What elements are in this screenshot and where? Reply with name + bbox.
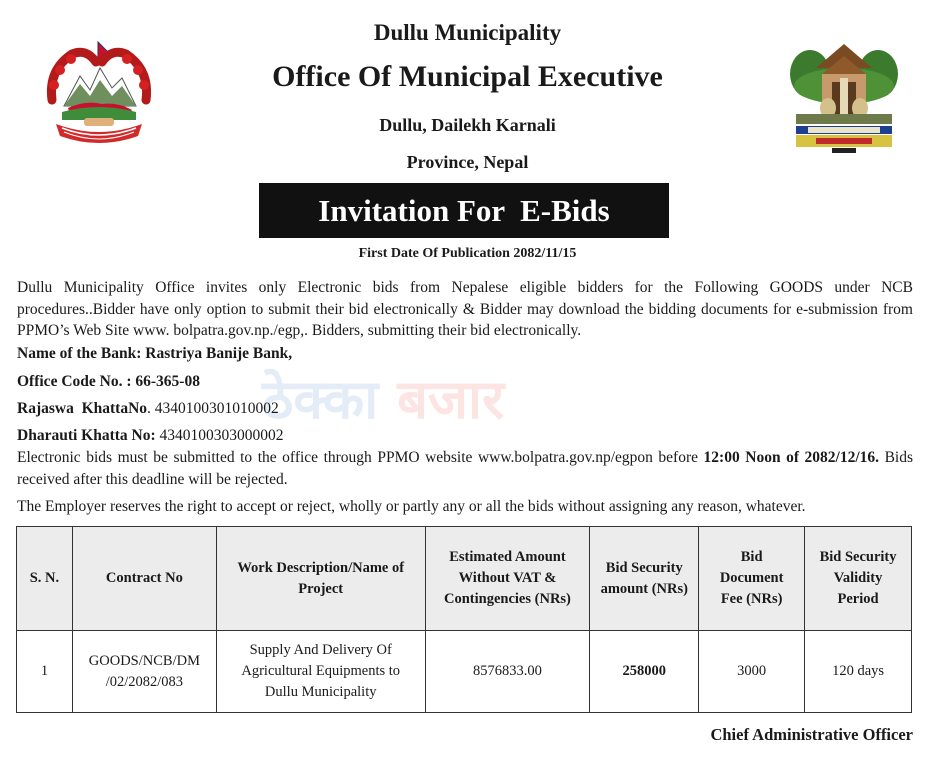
office-code-line: Office Code No. : 66-365-08 [17,373,200,390]
bank-name-line: Name of the Bank: Rastriya Banije Bank, [17,345,293,362]
intro-paragraph: Dullu Municipality Office invites only Electronic bids from Nepalese eligible bidders for the Following GOODS under NCB procedures..Bidder have only option to submit their bid electronically & Bidder may download the bidding documents for e-submission from PPMO’s Web Site www. bolpatra.gov.np./egp,. Bidders, submitting their bid electronically. [17,279,913,339]
header-security-validity: Bid Security Validity Period [805,527,912,631]
invitation-banner: Invitation For E-Bids [259,183,669,238]
address-line-2: Province, Nepal [406,152,529,172]
signature-title: Chief Administrative Officer [710,725,913,744]
cell-document-fee: 3000 [699,631,805,713]
publication-date: First Date Of Publication 2082/11/15 [358,246,577,261]
cell-sn: 1 [17,631,73,713]
dharauti-khatta-line: Dharauti Khatta No: 4340100303000002 [17,427,284,444]
cell-security-validity: 120 days [805,631,912,713]
cell-bid-security: 258000 [590,631,699,713]
header-document-fee: Bid Document Fee (NRs) [699,527,805,631]
header-bid-security: Bid Security amount (NRs) [590,527,699,631]
header-estimated-amount: Estimated Amount Without VAT & Contingencies (NRs) [425,527,590,631]
thekka-bazar-watermark: ठेक्का बजार [262,368,505,431]
cell-estimated-amount: 8576833.00 [425,631,590,713]
cell-contract-no: GOODS/NCB/DM /02/2082/083 [72,631,216,713]
dullu-municipality-logo-icon [788,38,900,154]
deadline-paragraph: Electronic bids must be submitted to the office through PPMO website www.bolpatra.gov.np/egpon before 12:00 Noon of 2082/12/16. Bids received after this deadline will be rejected. [17,449,913,488]
municipality-name: Dullu Municipality [373,20,562,45]
rajaswa-khatta-line: Rajaswa KhattaNo. 4340100301010002 [17,400,279,417]
office-title: Office Of Municipal Executive [272,60,663,93]
address-line-1: Dullu, Dailekh Karnali [379,115,556,135]
cell-work-description: Supply And Delivery Of Agricultural Equipments to Dullu Municipality [216,631,425,713]
header-contract-no: Contract No [72,527,216,631]
table-header-row [17,527,912,631]
header-sn: S. N. [17,527,73,631]
table-row [17,631,912,713]
bids-table [16,526,912,713]
header-work-description: Work Description/Name of Project [216,527,425,631]
reserve-paragraph: The Employer reserves the right to accept or reject, wholly or partly any or all the bids without assigning any reason, whatever. [17,498,806,515]
